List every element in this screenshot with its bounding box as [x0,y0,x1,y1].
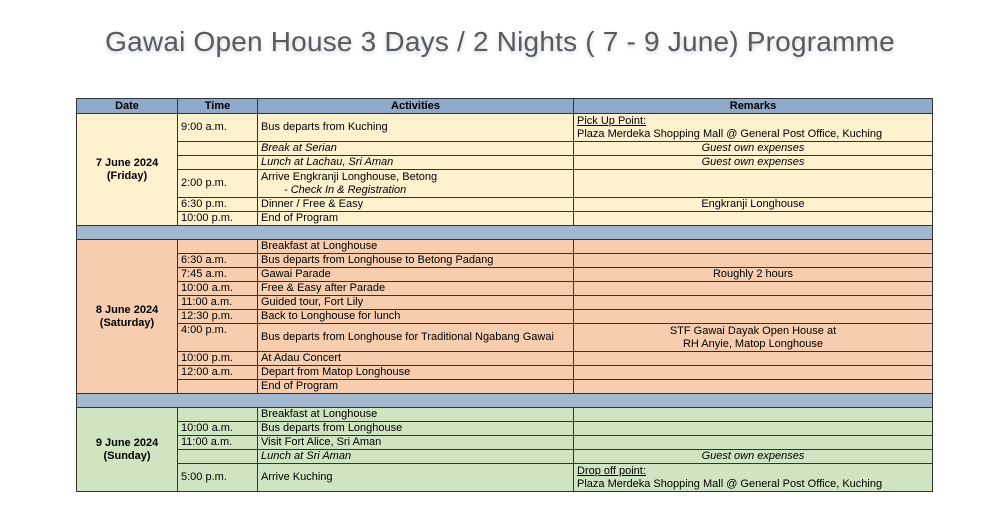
day1-date: 7 June 2024 [95,156,159,169]
remark-cell [574,380,933,394]
header-date: Date [77,99,178,114]
activity-cell: End of Program [258,212,574,226]
activity-cell: Breakfast at Longhouse [258,240,574,254]
activity-cell: Gawai Parade [258,268,574,282]
activity-cell: Guided tour, Fort Lily [258,296,574,310]
day-separator [77,394,933,408]
time-cell [178,408,258,422]
activity-subitem: - Check In & Registration [284,183,407,196]
activity-cell: Visit Fort Alice, Sri Aman [258,436,574,450]
time-cell: 12:30 p.m. [178,310,258,324]
remark-cell [574,422,933,436]
table-row [77,324,933,352]
dropoff-location: Plaza Merdeka Shopping Mall @ General Post Office, Kuching [577,477,883,490]
day3-weekday: (Sunday) [103,449,151,462]
table-row [77,212,933,226]
remark-cell [574,408,933,422]
table-row [77,156,933,170]
remark-cell: Guest own expenses [574,142,933,156]
table-row [77,464,933,492]
activity-cell: Lunch at Sri Aman [258,450,574,464]
activity-cell: Dinner / Free & Easy [258,198,574,212]
remark-cell [574,464,933,492]
time-cell [178,156,258,170]
time-cell: 4:00 p.m. [178,324,258,352]
day1-weekday: (Friday) [106,169,148,182]
activity-cell: Bus departs from Longhouse for Traditional Ngabang Gawai [258,324,574,352]
remark-cell: Guest own expenses [574,156,933,170]
table-row [77,408,933,422]
pickup-location: Plaza Merdeka Shopping Mall @ General Post Office, Kuching [577,127,883,140]
header-time: Time [178,99,258,114]
time-cell: 6:30 a.m. [178,254,258,268]
table-row [77,198,933,212]
time-cell [178,240,258,254]
day2-date-cell [77,240,178,394]
page-title: Gawai Open House 3 Days / 2 Nights ( 7 - 9 June) Programme [105,26,895,57]
remark-cell [574,254,933,268]
time-cell: 10:00 a.m. [178,282,258,296]
table-row [77,170,933,198]
activity-cell: Lunch at Lachau, Sri Aman [258,156,574,170]
table-row [77,380,933,394]
table-row [77,240,933,254]
remark-cell [574,436,933,450]
remark-cell: Roughly 2 hours [574,268,933,282]
day-separator [77,226,933,240]
activity-cell: Bus departs from Kuching [258,114,574,142]
programme-table [76,98,933,492]
day1-date-cell [77,114,178,226]
table-row [77,422,933,436]
day3-date-cell [77,408,178,492]
activity-cell: End of Program [258,380,574,394]
activity-cell: Breakfast at Longhouse [258,408,574,422]
table-row [77,142,933,156]
table-row [77,436,933,450]
time-cell [178,142,258,156]
header-remarks: Remarks [574,99,933,114]
table-row [77,352,933,366]
remark-cell: Guest own expenses [574,450,933,464]
table-row [77,450,933,464]
day3-date: 9 June 2024 [95,436,159,449]
table-row [77,254,933,268]
time-cell: 11:00 a.m. [178,436,258,450]
activity-cell: Bus departs from Longhouse [258,422,574,436]
time-cell: 10:00 a.m. [178,422,258,436]
remark-cell [574,114,933,142]
day2-date: 8 June 2024 [95,303,159,316]
activity-cell [258,170,574,198]
remark-cell [574,282,933,296]
remark-cell [574,352,933,366]
remark-cell [574,366,933,380]
table-row [77,296,933,310]
activity-cell: Arrive Kuching [258,464,574,492]
activity-cell: At Adau Concert [258,352,574,366]
activity-cell: Free & Easy after Parade [258,282,574,296]
table-row [77,282,933,296]
time-cell: 7:45 a.m. [178,268,258,282]
remark-cell [574,170,933,198]
activity-cell: Depart from Matop Longhouse [258,366,574,380]
time-cell: 9:00 a.m. [178,114,258,142]
remark-line: STF Gawai Dayak Open House at [669,324,837,337]
time-cell: 10:00 p.m. [178,352,258,366]
activity-cell: Bus departs from Longhouse to Betong Padang [258,254,574,268]
table-row [77,268,933,282]
activity-cell: Break at Serian [258,142,574,156]
time-cell [178,450,258,464]
table-row [77,114,933,142]
dropoff-label: Drop off point: [577,464,646,477]
remark-cell [574,296,933,310]
table-row [77,310,933,324]
remark-line: RH Anyie, Matop Longhouse [682,337,824,350]
remark-cell [574,324,933,352]
day2-weekday: (Saturday) [99,316,155,329]
header-row [77,99,933,114]
time-cell [178,380,258,394]
time-cell: 2:00 p.m. [178,170,258,198]
remark-cell [574,212,933,226]
time-cell: 12:00 a.m. [178,366,258,380]
activity-text: Arrive Engkranji Longhouse, Betong [261,170,438,183]
remark-cell: Engkranji Longhouse [574,198,933,212]
table-row [77,366,933,380]
activity-cell: Back to Longhouse for lunch [258,310,574,324]
header-activities: Activities [258,99,574,114]
time-cell: 11:00 a.m. [178,296,258,310]
time-cell: 5:00 p.m. [178,464,258,492]
time-cell: 6:30 p.m. [178,198,258,212]
remark-cell [574,240,933,254]
time-cell: 10:00 p.m. [178,212,258,226]
pickup-label: Pick Up Point: [577,114,647,127]
remark-cell [574,310,933,324]
